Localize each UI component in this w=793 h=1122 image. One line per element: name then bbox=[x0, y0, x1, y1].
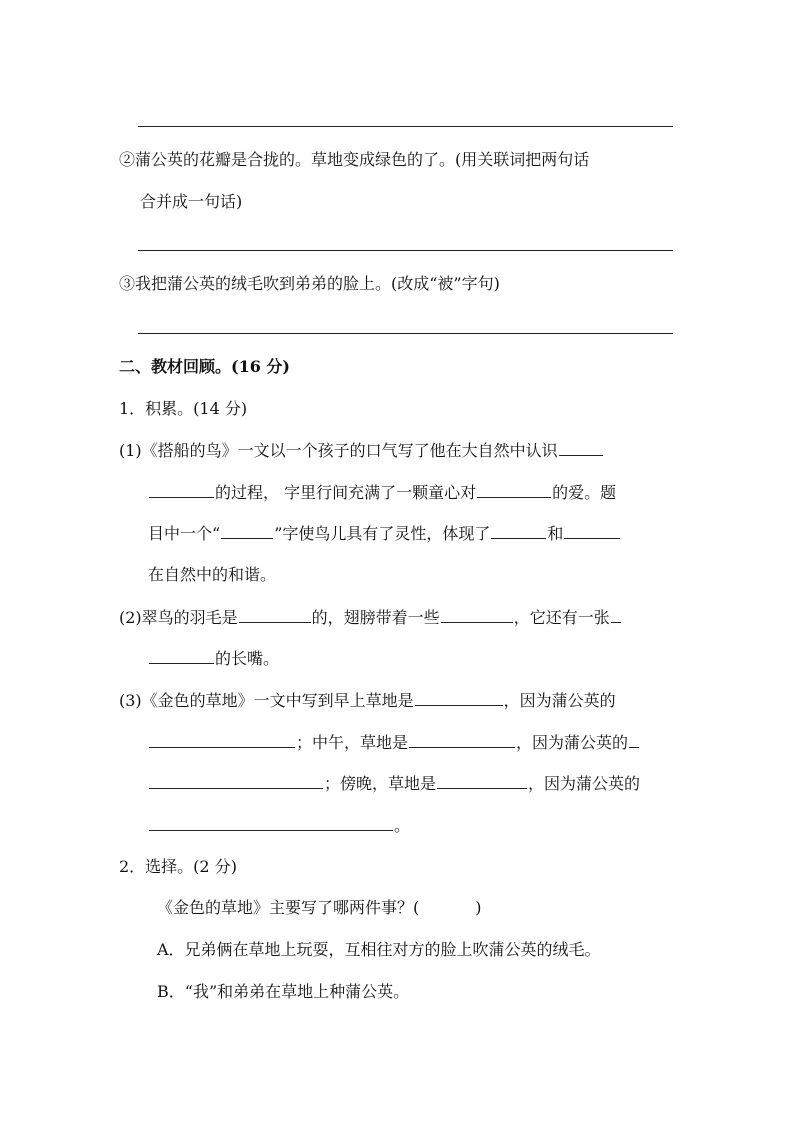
answer-line-3[interactable] bbox=[138, 333, 673, 334]
section-2-heading: 二、教材回顾。(16 分) bbox=[119, 357, 290, 376]
item-2-text-c: ，它还有一张 bbox=[513, 608, 610, 627]
blank-4[interactable] bbox=[221, 523, 273, 539]
item-2-text-b: 的，翅膀带着一些 bbox=[311, 608, 440, 627]
question-2-line-1: ②蒲公英的花瓣是合拢的。草地变成绿色的了。(用关联词把两句话 bbox=[119, 150, 590, 169]
answer-line-1[interactable] bbox=[138, 126, 673, 127]
item-3-text-d: ，因为蒲公英的 bbox=[516, 733, 629, 752]
item-3-text-f: ，因为蒲公英的 bbox=[528, 774, 641, 793]
subsection-2-heading: 2．选择。(2 分) bbox=[119, 857, 237, 876]
item-3-line-3 bbox=[148, 773, 640, 794]
blank-8[interactable] bbox=[441, 607, 513, 623]
blank-13[interactable] bbox=[409, 732, 515, 748]
item-1-line-2 bbox=[148, 482, 616, 503]
question-2-line-2: 合并成一句话) bbox=[140, 192, 243, 211]
item-1-line-1 bbox=[119, 440, 604, 461]
item-2-line-1 bbox=[119, 607, 622, 628]
item-3-line-4 bbox=[148, 815, 410, 836]
item-3-text-g: 。 bbox=[394, 816, 411, 835]
blank-6[interactable] bbox=[564, 523, 620, 539]
item-1-text-b: 的过程， 字里行间充满了一颗童心对 bbox=[215, 483, 477, 502]
blank-15[interactable] bbox=[149, 773, 323, 789]
blank-9[interactable] bbox=[611, 607, 621, 623]
blank-11[interactable] bbox=[415, 690, 503, 706]
blank-17[interactable] bbox=[149, 815, 393, 831]
choice-question-text: 《金色的草地》主要写了哪两件事？( bbox=[157, 898, 420, 917]
blank-3[interactable] bbox=[477, 482, 551, 498]
item-2-text-a: (2)翠鸟的羽毛是 bbox=[119, 608, 238, 627]
blank-5[interactable] bbox=[491, 523, 546, 539]
blank-14[interactable] bbox=[629, 732, 639, 748]
item-3-text-e: ；傍晚，草地是 bbox=[324, 774, 437, 793]
option-a[interactable]: A．兄弟俩在草地上玩耍，互相往对方的脸上吹蒲公英的绒毛。 bbox=[157, 940, 601, 959]
item-1-text-c: 的爱。题 bbox=[552, 483, 617, 502]
item-3-line-1 bbox=[119, 690, 616, 711]
item-1-line-3 bbox=[148, 523, 621, 544]
blank-12[interactable] bbox=[149, 732, 295, 748]
blank-10[interactable] bbox=[149, 648, 214, 664]
choice-question-close: ) bbox=[475, 898, 482, 917]
answer-line-2[interactable] bbox=[138, 250, 673, 251]
option-b[interactable]: B．“我”和弟弟在草地上种蒲公英。 bbox=[157, 982, 410, 1001]
item-3-text-a: (3)《金色的草地》一文中写到早上草地是 bbox=[119, 691, 414, 710]
item-3-text-c: ；中午，草地是 bbox=[296, 733, 409, 752]
blank-1[interactable] bbox=[559, 440, 603, 456]
choice-question bbox=[157, 898, 482, 918]
item-1-text-f: 和 bbox=[547, 524, 564, 543]
blank-16[interactable] bbox=[437, 773, 527, 789]
item-3-line-2 bbox=[148, 732, 640, 753]
item-1-text-e: ”字使鸟儿具有了灵性，体现了 bbox=[274, 524, 491, 543]
item-3-text-b: ，因为蒲公英的 bbox=[503, 691, 616, 710]
question-3: ③我把蒲公英的绒毛吹到弟弟的脸上。(改成“被”字句) bbox=[119, 274, 500, 293]
blank-2[interactable] bbox=[149, 482, 214, 498]
item-1-text-d: 目中一个“ bbox=[148, 524, 221, 543]
item-2-text-d: 的长嘴。 bbox=[215, 649, 280, 668]
item-2-line-2 bbox=[148, 648, 279, 669]
item-1-line-4: 在自然中的和谐。 bbox=[148, 565, 277, 584]
item-1-text-a: (1)《搭船的鸟》一文以一个孩子的口气写了他在大自然中认识 bbox=[119, 441, 558, 460]
blank-7[interactable] bbox=[239, 607, 311, 623]
subsection-1-heading: 1．积累。(14 分) bbox=[119, 399, 248, 418]
